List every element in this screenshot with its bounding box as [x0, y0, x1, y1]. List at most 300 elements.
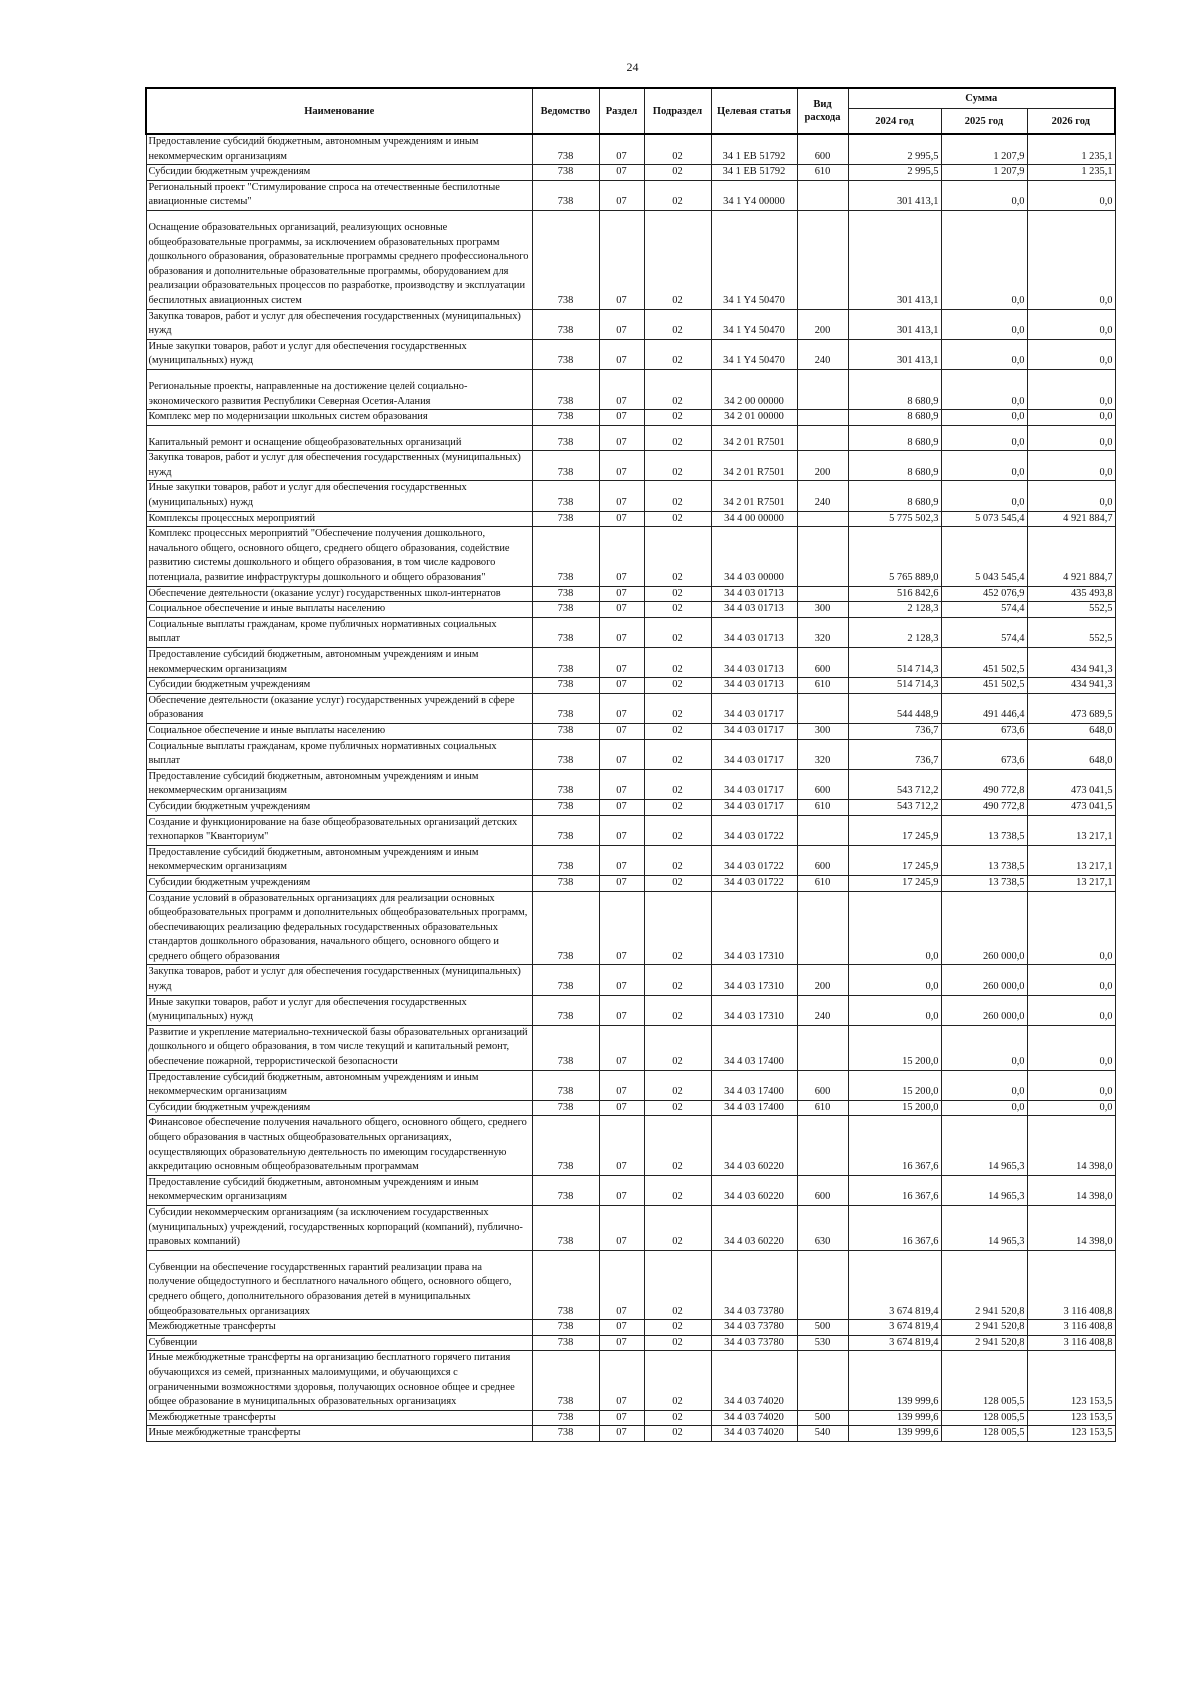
cell-vid: 200 [797, 451, 848, 481]
cell-ved: 738 [532, 693, 599, 723]
cell-podrazdel: 02 [644, 1335, 711, 1351]
cell-podrazdel: 02 [644, 1205, 711, 1250]
cell-vid: 610 [797, 875, 848, 891]
cell-2025: 13 738,5 [941, 845, 1027, 875]
cell-podrazdel: 02 [644, 875, 711, 891]
cell-2024: 16 367,6 [848, 1205, 941, 1250]
cell-ved: 738 [532, 678, 599, 694]
cell-ved: 738 [532, 995, 599, 1025]
cell-2024: 5 775 502,3 [848, 511, 941, 527]
cell-razdel: 07 [599, 134, 644, 165]
cell-podrazdel: 02 [644, 586, 711, 602]
cell-razdel: 07 [599, 723, 644, 739]
cell-vid: 630 [797, 1205, 848, 1250]
cell-2025: 451 502,5 [941, 648, 1027, 678]
cell-name: Иные межбюджетные трансферты на организацию бесплатного горячего питания обучающихся из семей, признанных малоимущими, и обучающихся с ограниченными возможностями здоровья, получающих основное общее и среднее общее образование в муниципальных образовательных организациях [146, 1351, 532, 1410]
cell-2025: 0,0 [941, 425, 1027, 451]
cell-target: 34 2 01 R7501 [711, 451, 797, 481]
cell-name: Предоставление субсидий бюджетным, автономным учреждениям и иным некоммерческим организациям [146, 769, 532, 799]
cell-2024: 544 448,9 [848, 693, 941, 723]
cell-ved: 738 [532, 1070, 599, 1100]
cell-ved: 738 [532, 511, 599, 527]
cell-name: Комплекс процессных мероприятий "Обеспечение получения дошкольного, начального общего, основного общего, среднего общего образования, содействие развитию системы дошкольного и общего образования, в том числе кадрового потенциала, развитие инфраструктуры дошкольного и общего образования" [146, 527, 532, 586]
table-row [146, 1426, 1115, 1442]
cell-target: 34 2 01 R7501 [711, 425, 797, 451]
cell-2025: 490 772,8 [941, 799, 1027, 815]
cell-ved: 738 [532, 451, 599, 481]
cell-razdel: 07 [599, 369, 644, 409]
cell-podrazdel: 02 [644, 965, 711, 995]
cell-2025: 260 000,0 [941, 995, 1027, 1025]
cell-podrazdel: 02 [644, 723, 711, 739]
header-razdel: Раздел [599, 88, 644, 134]
cell-name: Иные межбюджетные трансферты [146, 1426, 532, 1442]
cell-vid: 240 [797, 339, 848, 369]
table-row [146, 648, 1115, 678]
cell-2025: 14 965,3 [941, 1175, 1027, 1205]
cell-vid: 500 [797, 1320, 848, 1336]
cell-vid [797, 410, 848, 426]
cell-name: Иные закупки товаров, работ и услуг для обеспечения государственных (муниципальных) нужд [146, 481, 532, 511]
cell-razdel: 07 [599, 339, 644, 369]
cell-2026: 13 217,1 [1027, 875, 1115, 891]
cell-2024: 516 842,6 [848, 586, 941, 602]
cell-2025: 0,0 [941, 451, 1027, 481]
cell-ved: 738 [532, 769, 599, 799]
cell-razdel: 07 [599, 678, 644, 694]
table-row [146, 1070, 1115, 1100]
cell-ved: 738 [532, 617, 599, 647]
cell-vid: 610 [797, 678, 848, 694]
cell-2026: 0,0 [1027, 451, 1115, 481]
cell-2026: 0,0 [1027, 180, 1115, 210]
cell-name: Субсидии бюджетным учреждениям [146, 678, 532, 694]
cell-2026: 434 941,3 [1027, 648, 1115, 678]
cell-vid: 610 [797, 165, 848, 181]
cell-razdel: 07 [599, 165, 644, 181]
cell-vid [797, 891, 848, 965]
cell-2024: 3 674 819,4 [848, 1250, 941, 1319]
cell-ved: 738 [532, 586, 599, 602]
cell-ved: 738 [532, 309, 599, 339]
cell-2025: 2 941 520,8 [941, 1250, 1027, 1319]
cell-target: 34 4 03 74020 [711, 1426, 797, 1442]
cell-razdel: 07 [599, 875, 644, 891]
cell-podrazdel: 02 [644, 891, 711, 965]
cell-ved: 738 [532, 210, 599, 309]
cell-podrazdel: 02 [644, 210, 711, 309]
cell-podrazdel: 02 [644, 180, 711, 210]
cell-vid [797, 1250, 848, 1319]
cell-target: 34 4 03 01722 [711, 815, 797, 845]
cell-name: Предоставление субсидий бюджетным, автономным учреждениям и иным некоммерческим организациям [146, 1175, 532, 1205]
cell-target: 34 4 03 17400 [711, 1100, 797, 1116]
cell-ved: 738 [532, 165, 599, 181]
cell-2024: 139 999,6 [848, 1426, 941, 1442]
cell-podrazdel: 02 [644, 995, 711, 1025]
cell-podrazdel: 02 [644, 410, 711, 426]
header-sum: Сумма [848, 88, 1115, 109]
cell-2025: 14 965,3 [941, 1116, 1027, 1175]
cell-vid: 500 [797, 1410, 848, 1426]
table-row [146, 815, 1115, 845]
header-target: Целевая статья [711, 88, 797, 134]
cell-podrazdel: 02 [644, 1351, 711, 1410]
cell-name: Субсидии бюджетным учреждениям [146, 165, 532, 181]
cell-vid [797, 527, 848, 586]
cell-name: Социальные выплаты гражданам, кроме публичных нормативных социальных выплат [146, 739, 532, 769]
cell-target: 34 4 03 01713 [711, 648, 797, 678]
cell-2026: 0,0 [1027, 1025, 1115, 1070]
cell-2024: 301 413,1 [848, 309, 941, 339]
cell-target: 34 4 03 60220 [711, 1205, 797, 1250]
table-row [146, 1351, 1115, 1410]
cell-podrazdel: 02 [644, 815, 711, 845]
cell-target: 34 4 03 73780 [711, 1335, 797, 1351]
cell-razdel: 07 [599, 1250, 644, 1319]
cell-2025: 5 043 545,4 [941, 527, 1027, 586]
cell-target: 34 4 03 60220 [711, 1175, 797, 1205]
cell-name: Комплекс мер по модернизации школьных систем образования [146, 410, 532, 426]
cell-2025: 14 965,3 [941, 1205, 1027, 1250]
header-2026: 2026 год [1027, 109, 1115, 135]
cell-name: Предоставление субсидий бюджетным, автономным учреждениям и иным некоммерческим организациям [146, 845, 532, 875]
cell-2025: 0,0 [941, 410, 1027, 426]
cell-2025: 0,0 [941, 481, 1027, 511]
cell-ved: 738 [532, 1410, 599, 1426]
cell-2025: 574,4 [941, 617, 1027, 647]
cell-razdel: 07 [599, 891, 644, 965]
table-row [146, 134, 1115, 165]
cell-podrazdel: 02 [644, 1250, 711, 1319]
cell-2025: 0,0 [941, 210, 1027, 309]
cell-2026: 648,0 [1027, 723, 1115, 739]
cell-2024: 0,0 [848, 995, 941, 1025]
cell-target: 34 4 03 17310 [711, 995, 797, 1025]
cell-razdel: 07 [599, 586, 644, 602]
table-row [146, 339, 1115, 369]
table-row [146, 602, 1115, 618]
cell-2026: 552,5 [1027, 602, 1115, 618]
header-vid: Вид расхода [797, 88, 848, 134]
cell-vid: 610 [797, 1100, 848, 1116]
cell-ved: 738 [532, 1351, 599, 1410]
header-ved: Ведомство [532, 88, 599, 134]
cell-vid [797, 180, 848, 210]
cell-podrazdel: 02 [644, 425, 711, 451]
cell-target: 34 4 03 01722 [711, 845, 797, 875]
cell-ved: 738 [532, 1025, 599, 1070]
cell-2026: 0,0 [1027, 210, 1115, 309]
cell-2024: 16 367,6 [848, 1116, 941, 1175]
cell-target: 34 2 01 R7501 [711, 481, 797, 511]
table-row [146, 875, 1115, 891]
table-row [146, 891, 1115, 965]
table-row [146, 617, 1115, 647]
table-row [146, 739, 1115, 769]
cell-2026: 0,0 [1027, 965, 1115, 995]
cell-podrazdel: 02 [644, 339, 711, 369]
cell-podrazdel: 02 [644, 799, 711, 815]
cell-ved: 738 [532, 1426, 599, 1442]
cell-vid [797, 369, 848, 409]
cell-name: Социальное обеспечение и иные выплаты населению [146, 723, 532, 739]
cell-ved: 738 [532, 815, 599, 845]
cell-ved: 738 [532, 1205, 599, 1250]
cell-ved: 738 [532, 723, 599, 739]
cell-2025: 452 076,9 [941, 586, 1027, 602]
cell-2025: 673,6 [941, 739, 1027, 769]
cell-ved: 738 [532, 180, 599, 210]
cell-target: 34 4 03 01713 [711, 678, 797, 694]
cell-podrazdel: 02 [644, 1320, 711, 1336]
cell-razdel: 07 [599, 1100, 644, 1116]
table-row [146, 425, 1115, 451]
cell-razdel: 07 [599, 1426, 644, 1442]
cell-name: Оснащение образовательных организаций, реализующих основные общеобразовательные программы, за исключением образовательных программ дошкольного образования, образовательные программы среднего профессионального образования и дополнительные образовательные программы, оборудованием для реализации образовательных процессов по разработке, производству и эксплуатации беспилотных авиационных систем [146, 210, 532, 309]
cell-ved: 738 [532, 410, 599, 426]
cell-name: Субсидии бюджетным учреждениям [146, 799, 532, 815]
cell-name: Социальные выплаты гражданам, кроме публичных нормативных социальных выплат [146, 617, 532, 647]
cell-podrazdel: 02 [644, 511, 711, 527]
cell-ved: 738 [532, 1320, 599, 1336]
cell-target: 34 1 Y4 00000 [711, 180, 797, 210]
cell-name: Закупка товаров, работ и услуг для обеспечения государственных (муниципальных) нужд [146, 309, 532, 339]
cell-2024: 15 200,0 [848, 1070, 941, 1100]
cell-2026: 13 217,1 [1027, 845, 1115, 875]
cell-2026: 123 153,5 [1027, 1426, 1115, 1442]
cell-2026: 435 493,8 [1027, 586, 1115, 602]
table-header [146, 88, 1115, 134]
cell-2025: 5 073 545,4 [941, 511, 1027, 527]
cell-2025: 673,6 [941, 723, 1027, 739]
cell-2024: 2 995,5 [848, 165, 941, 181]
cell-vid: 530 [797, 1335, 848, 1351]
cell-name: Закупка товаров, работ и услуг для обеспечения государственных (муниципальных) нужд [146, 451, 532, 481]
header-2024: 2024 год [848, 109, 941, 135]
table-row [146, 799, 1115, 815]
cell-razdel: 07 [599, 617, 644, 647]
table-row [146, 586, 1115, 602]
cell-2026: 123 153,5 [1027, 1410, 1115, 1426]
table-row [146, 180, 1115, 210]
cell-razdel: 07 [599, 425, 644, 451]
cell-name: Создание условий в образовательных организациях для реализации основных общеобразовательных программ и дополнительных общеобразовательных программ, обеспечивающих реализацию федеральных государственных образовательных стандартов дошкольного образования, начального общего, основного общего и среднего общего образования [146, 891, 532, 965]
cell-name: Субвенции на обеспечение государственных гарантий реализации права на получение общедоступного и бесплатного начального общего, основного общего, среднего общего, дополнительного образования детей в муниципальных общеобразовательных организациях [146, 1250, 532, 1319]
cell-2026: 0,0 [1027, 995, 1115, 1025]
cell-2024: 8 680,9 [848, 369, 941, 409]
cell-name: Капитальный ремонт и оснащение общеобразовательных организаций [146, 425, 532, 451]
table-row [146, 165, 1115, 181]
cell-vid [797, 1351, 848, 1410]
table-row [146, 678, 1115, 694]
cell-vid [797, 210, 848, 309]
cell-name: Предоставление субсидий бюджетным, автономным учреждениям и иным некоммерческим организациям [146, 134, 532, 165]
cell-name: Субсидии бюджетным учреждениям [146, 875, 532, 891]
cell-name: Иные закупки товаров, работ и услуг для обеспечения государственных (муниципальных) нужд [146, 339, 532, 369]
table-row [146, 965, 1115, 995]
cell-podrazdel: 02 [644, 845, 711, 875]
cell-podrazdel: 02 [644, 134, 711, 165]
cell-name: Финансовое обеспечение получения начального общего, основного общего, среднего общего образования в частных общеобразовательных организациях, осуществляющих образовательную деятельность по имеющим государственную аккредитацию основным общеобразовательным программам [146, 1116, 532, 1175]
header-2025: 2025 год [941, 109, 1027, 135]
cell-2026: 13 217,1 [1027, 815, 1115, 845]
cell-razdel: 07 [599, 210, 644, 309]
cell-2026: 434 941,3 [1027, 678, 1115, 694]
cell-podrazdel: 02 [644, 1116, 711, 1175]
cell-2025: 260 000,0 [941, 891, 1027, 965]
cell-2025: 0,0 [941, 1070, 1027, 1100]
cell-razdel: 07 [599, 410, 644, 426]
cell-2026: 4 921 884,7 [1027, 511, 1115, 527]
cell-2026: 0,0 [1027, 309, 1115, 339]
cell-target: 34 1 EB 51792 [711, 165, 797, 181]
cell-ved: 738 [532, 1100, 599, 1116]
cell-2026: 0,0 [1027, 339, 1115, 369]
cell-razdel: 07 [599, 309, 644, 339]
table-row [146, 527, 1115, 586]
table-row [146, 723, 1115, 739]
cell-name: Развитие и укрепление материально-технической базы образовательных организаций дошкольного и общего образования, в том числе текущий и капитальный ремонт, обеспечение пожарной, террористической безопасности [146, 1025, 532, 1070]
cell-podrazdel: 02 [644, 1100, 711, 1116]
cell-2026: 4 921 884,7 [1027, 527, 1115, 586]
cell-podrazdel: 02 [644, 1175, 711, 1205]
cell-ved: 738 [532, 425, 599, 451]
cell-vid [797, 425, 848, 451]
cell-podrazdel: 02 [644, 1410, 711, 1426]
cell-2025: 0,0 [941, 309, 1027, 339]
cell-vid: 610 [797, 799, 848, 815]
cell-target: 34 2 01 00000 [711, 410, 797, 426]
table-row [146, 210, 1115, 309]
cell-2024: 0,0 [848, 891, 941, 965]
cell-vid: 600 [797, 769, 848, 799]
cell-2026: 473 689,5 [1027, 693, 1115, 723]
cell-2025: 0,0 [941, 1025, 1027, 1070]
budget-table [145, 87, 1116, 1442]
table-row [146, 451, 1115, 481]
cell-vid: 200 [797, 309, 848, 339]
table-row [146, 693, 1115, 723]
table-row [146, 1175, 1115, 1205]
cell-2024: 2 995,5 [848, 134, 941, 165]
cell-ved: 738 [532, 891, 599, 965]
cell-razdel: 07 [599, 648, 644, 678]
cell-target: 34 4 03 74020 [711, 1351, 797, 1410]
cell-podrazdel: 02 [644, 369, 711, 409]
table-row [146, 845, 1115, 875]
cell-vid [797, 693, 848, 723]
cell-2025: 128 005,5 [941, 1426, 1027, 1442]
table-row [146, 481, 1115, 511]
cell-ved: 738 [532, 739, 599, 769]
cell-razdel: 07 [599, 965, 644, 995]
table-row [146, 1335, 1115, 1351]
cell-2024: 2 128,3 [848, 617, 941, 647]
cell-target: 34 4 03 73780 [711, 1250, 797, 1319]
cell-2026: 14 398,0 [1027, 1205, 1115, 1250]
cell-2026: 3 116 408,8 [1027, 1335, 1115, 1351]
cell-2025: 128 005,5 [941, 1410, 1027, 1426]
cell-ved: 738 [532, 134, 599, 165]
table-row [146, 1250, 1115, 1319]
cell-2024: 543 712,2 [848, 799, 941, 815]
cell-vid [797, 1116, 848, 1175]
cell-razdel: 07 [599, 1320, 644, 1336]
cell-podrazdel: 02 [644, 1025, 711, 1070]
table-row [146, 1410, 1115, 1426]
cell-2026: 1 235,1 [1027, 165, 1115, 181]
cell-vid: 600 [797, 134, 848, 165]
cell-vid: 240 [797, 481, 848, 511]
cell-ved: 738 [532, 1250, 599, 1319]
cell-2026: 123 153,5 [1027, 1351, 1115, 1410]
cell-razdel: 07 [599, 1205, 644, 1250]
page-number: 24 [626, 60, 639, 74]
cell-2026: 0,0 [1027, 481, 1115, 511]
cell-target: 34 4 00 00000 [711, 511, 797, 527]
cell-podrazdel: 02 [644, 1070, 711, 1100]
cell-podrazdel: 02 [644, 451, 711, 481]
header-podrazdel: Подраздел [644, 88, 711, 134]
cell-razdel: 07 [599, 451, 644, 481]
cell-podrazdel: 02 [644, 165, 711, 181]
cell-razdel: 07 [599, 527, 644, 586]
cell-name: Предоставление субсидий бюджетным, автономным учреждениям и иным некоммерческим организациям [146, 1070, 532, 1100]
cell-2026: 473 041,5 [1027, 769, 1115, 799]
cell-2026: 552,5 [1027, 617, 1115, 647]
cell-2025: 1 207,9 [941, 165, 1027, 181]
table-row [146, 769, 1115, 799]
cell-2025: 2 941 520,8 [941, 1335, 1027, 1351]
cell-name: Создание и функционирование на базе общеобразовательных организаций детских технопарков "Кванториум" [146, 815, 532, 845]
cell-razdel: 07 [599, 815, 644, 845]
cell-podrazdel: 02 [644, 739, 711, 769]
cell-name: Закупка товаров, работ и услуг для обеспечения государственных (муниципальных) нужд [146, 965, 532, 995]
table-row [146, 1320, 1115, 1336]
cell-ved: 738 [532, 602, 599, 618]
cell-target: 34 4 03 01722 [711, 875, 797, 891]
cell-2026: 648,0 [1027, 739, 1115, 769]
cell-2025: 491 446,4 [941, 693, 1027, 723]
cell-2025: 0,0 [941, 339, 1027, 369]
cell-2026: 0,0 [1027, 410, 1115, 426]
cell-razdel: 07 [599, 1175, 644, 1205]
cell-name: Межбюджетные трансферты [146, 1410, 532, 1426]
cell-ved: 738 [532, 369, 599, 409]
cell-2024: 0,0 [848, 965, 941, 995]
cell-target: 34 4 03 17400 [711, 1025, 797, 1070]
cell-target: 34 4 03 01713 [711, 617, 797, 647]
cell-2025: 490 772,8 [941, 769, 1027, 799]
cell-podrazdel: 02 [644, 602, 711, 618]
cell-vid [797, 511, 848, 527]
cell-ved: 738 [532, 481, 599, 511]
cell-vid: 240 [797, 995, 848, 1025]
cell-podrazdel: 02 [644, 678, 711, 694]
cell-2024: 736,7 [848, 739, 941, 769]
cell-ved: 738 [532, 1175, 599, 1205]
cell-vid [797, 1025, 848, 1070]
cell-2026: 0,0 [1027, 369, 1115, 409]
cell-podrazdel: 02 [644, 769, 711, 799]
cell-2025: 451 502,5 [941, 678, 1027, 694]
cell-2025: 574,4 [941, 602, 1027, 618]
cell-target: 34 2 00 00000 [711, 369, 797, 409]
cell-vid: 600 [797, 648, 848, 678]
cell-2024: 17 245,9 [848, 875, 941, 891]
table-row [146, 995, 1115, 1025]
